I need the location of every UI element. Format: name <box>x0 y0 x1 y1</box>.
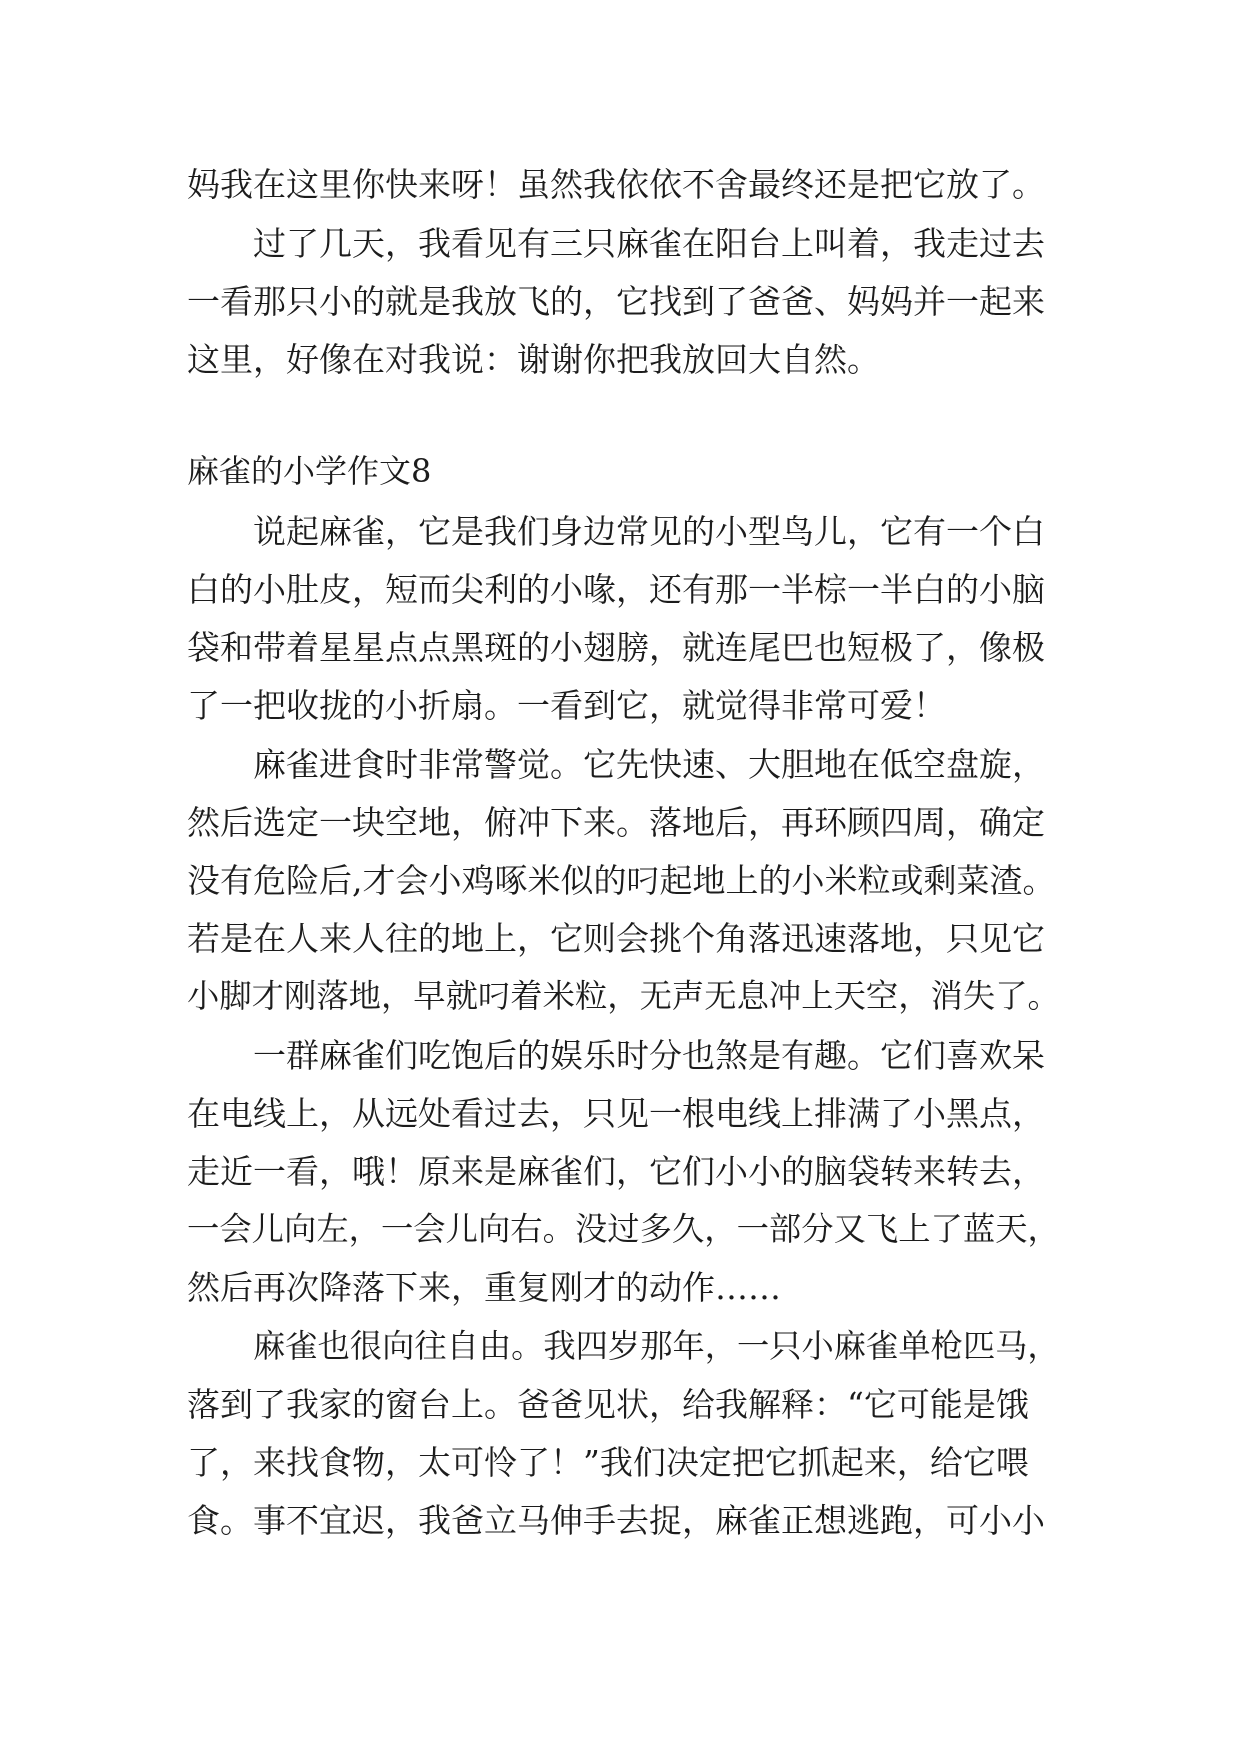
text-line: 食。事不宜迟，我爸立马伸手去捉，麻雀正想逃跑，可小小 <box>187 1501 1045 1540</box>
text-line: 落到了我家的窗台上。爸爸见状，给我解释：“它可能是饿 <box>187 1385 1029 1424</box>
text-line: 这里，好像在对我说：谢谢你把我放回大自然。 <box>187 340 880 379</box>
text-line: 一会儿向左，一会儿向右。没过多久，一部分又飞上了蓝天， <box>187 1210 1060 1248</box>
text-line: 了，来找食物，太可怜了！”我们决定把它抓起来，给它喂 <box>187 1443 1029 1482</box>
text-line: 若是在人来人往的地上，它则会挑个角落迅速落地，只见它 <box>187 919 1045 958</box>
essay-heading: 麻雀的小学作文8 <box>187 452 432 490</box>
text-line: 袋和带着星星点点黑斑的小翅膀，就连尾巴也短极了，像极 <box>187 628 1045 667</box>
text-line: 了一把收拢的小折扇。一看到它，就觉得非常可爱！ <box>187 686 946 725</box>
text-line: 过了几天，我看见有三只麻雀在阳台上叫着，我走过去 <box>253 224 1045 263</box>
text-line: 走近一看，哦！原来是麻雀们，它们小小的脑袋转来转去， <box>187 1152 1045 1191</box>
text-line: 一看那只小的就是我放飞的，它找到了爸爸、妈妈并一起来 <box>187 282 1045 321</box>
text-line: 然后再次降落下来，重复刚才的动作…… <box>187 1268 781 1307</box>
text-line: 没有危险后,才会小鸡啄米似的叼起地上的小米粒或剩菜渣。 <box>187 861 1056 900</box>
text-line: 妈我在这里你快来呀！虽然我依依不舍最终还是把它放了。 <box>187 165 1045 204</box>
text-line: 白的小肚皮，短而尖利的小喙，还有那一半棕一半白的小脑 <box>187 570 1045 609</box>
text-line: 麻雀进食时非常警觉。它先快速、大胆地在低空盘旋， <box>253 745 1045 784</box>
text-line: 在电线上，从远处看过去，只见一根电线上排满了小黑点， <box>187 1094 1045 1133</box>
text-line: 说起麻雀，它是我们身边常见的小型鸟儿，它有一个白 <box>253 512 1045 551</box>
text-line: 然后选定一块空地，俯冲下来。落地后，再环顾四周，确定 <box>187 803 1045 842</box>
text-line: 麻雀也很向往自由。我四岁那年，一只小麻雀单枪匹马， <box>253 1327 1060 1365</box>
text-line: 小脚才刚落地，早就叼着米粒，无声无息冲上天空，消失了。 <box>187 977 1060 1015</box>
text-line: 一群麻雀们吃饱后的娱乐时分也煞是有趣。它们喜欢呆 <box>253 1036 1045 1075</box>
